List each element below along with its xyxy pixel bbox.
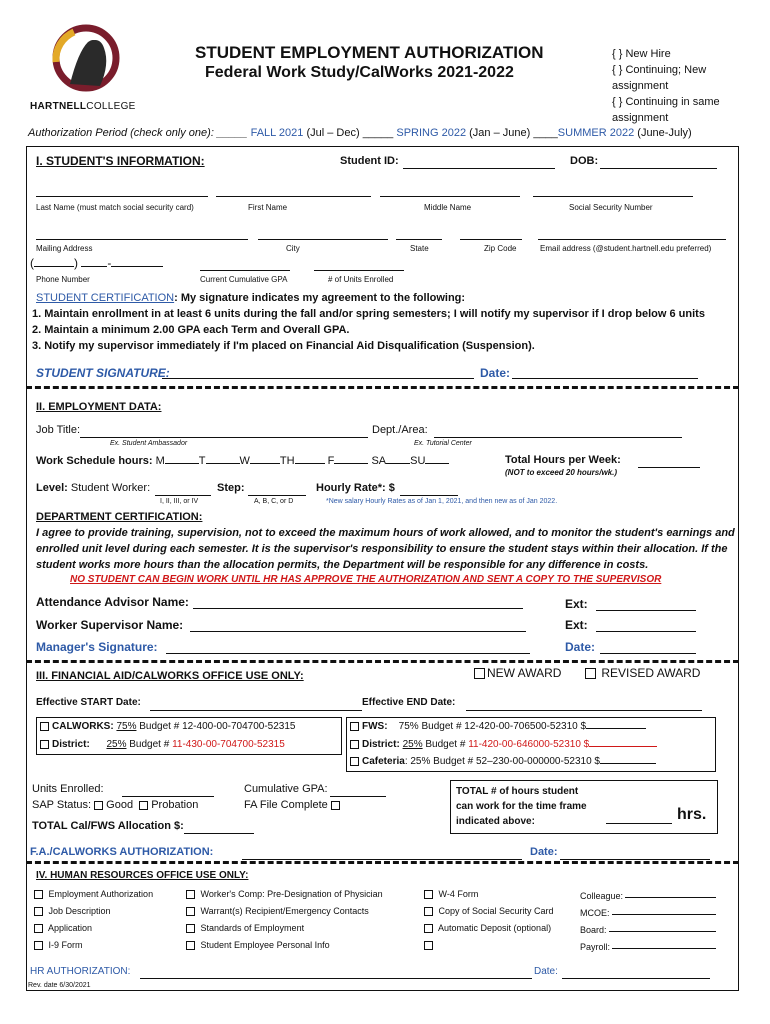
cert-intro: : My signature indicates my agreement to the following: — [174, 292, 466, 304]
cum-gpa-label: Cumulative GPA: — [244, 783, 328, 795]
phone-open-paren: ( — [30, 256, 34, 270]
option-continuing-new[interactable]: { } Continuing; New assignment — [612, 64, 707, 92]
dob-field[interactable] — [600, 157, 717, 169]
form-title: STUDENT EMPLOYMENT AUTHORIZATION — [195, 43, 544, 62]
manager-date-label: Date: — [565, 640, 596, 654]
mailing-address-field[interactable] — [36, 228, 248, 240]
district-checkbox[interactable] — [40, 740, 49, 749]
student-certification — [32, 290, 736, 354]
district2-label: District: — [362, 739, 400, 750]
total-alloc-label: TOTAL Cal/FWS Allocation $: — [32, 820, 184, 832]
hr-col1 — [34, 886, 153, 954]
level-example: I, II, III, or IV — [160, 498, 199, 505]
rate-note: *New salary Hourly Rates as of Jan 1, 2021, and then new as of Jan 2022. — [326, 498, 558, 505]
new-award-option[interactable] — [474, 666, 561, 680]
advisor-ext-field[interactable] — [596, 599, 696, 611]
revised-award-label: REVISED AWARD — [601, 666, 701, 680]
hr-col2 — [186, 886, 383, 954]
schedule-label: Work Schedule hours: — [36, 455, 153, 467]
label-last-name: Last Name (must match social security card) — [36, 203, 194, 212]
hr-date-field[interactable] — [562, 967, 710, 979]
hours-m[interactable] — [165, 454, 199, 464]
student-id-label: Student ID: — [340, 155, 399, 167]
fws-checkbox[interactable] — [350, 722, 359, 731]
day-t: T — [198, 455, 206, 467]
college-logo — [30, 22, 140, 112]
job-title-label: Job Title: — [36, 424, 81, 436]
hr-item-i9: I-9 Form — [34, 937, 153, 954]
calworks-label: CALWORKS: — [52, 721, 114, 732]
hours-th[interactable] — [295, 454, 325, 464]
period-fall[interactable]: FALL 2021 — [250, 127, 304, 139]
supervisor-label: Worker Supervisor Name: — [36, 618, 184, 632]
new-award-label: NEW AWARD — [487, 666, 562, 680]
cafeteria-text: : 25% Budget # 52–230-00-000000-52310 $ — [404, 756, 600, 767]
supervisor-ext-label: Ext: — [565, 618, 588, 632]
divider-1 — [26, 386, 739, 389]
hr-item-auto-deposit: Automatic Deposit (optional) — [424, 920, 554, 937]
fws-text: 75% Budget # 12-420-00-706500-52310 $ — [398, 721, 587, 732]
label-zip: Zip Code — [484, 244, 517, 253]
cert-title: STUDENT CERTIFICATION — [36, 292, 175, 304]
section3-title: III. FINANCIAL AID/CALWORKS OFFICE USE ONLY: — [36, 670, 304, 682]
period-summer-range: (June-July) — [637, 127, 692, 139]
hr-item-standards: Standards of Employment — [186, 920, 383, 937]
hr-item-employment-auth: Employment Authorization — [34, 886, 153, 903]
sap-row — [32, 799, 198, 811]
level-row — [36, 482, 150, 494]
hr-payroll: Payroll: — [580, 939, 716, 956]
step-field[interactable] — [248, 484, 306, 496]
sap-probation-checkbox[interactable] — [139, 801, 148, 810]
hrs-label: hrs. — [677, 806, 707, 823]
hr-date-label: Date: — [534, 966, 558, 977]
section1-title: I. STUDENT'S INFORMATION: — [36, 154, 205, 168]
hr-item-application: Application — [34, 920, 153, 937]
cert-item-1: 1. Maintain enrollment in at least 6 units during the fall and/or spring semesters; I will notify my supervisor if I drop below 6 units — [32, 308, 705, 320]
label-units: # of Units Enrolled — [328, 275, 394, 284]
total-hours-label: Total Hours per Week: — [505, 454, 621, 466]
hr-board: Board: — [580, 922, 716, 939]
advisor-label: Attendance Advisor Name: — [36, 595, 189, 609]
hours-sa[interactable] — [386, 454, 410, 464]
dept-label: Dept./Area: — [372, 424, 428, 436]
calworks-row[interactable] — [40, 721, 296, 732]
hours-f[interactable] — [334, 454, 368, 464]
fws-label: FWS: — [362, 721, 388, 732]
label-city: City — [286, 244, 300, 253]
label-email: Email address (@student.hartnell.edu preferred) — [540, 244, 712, 253]
hr-item-job-description: Job Description — [34, 903, 153, 920]
phone-dash: - — [107, 256, 112, 270]
phone-field[interactable] — [30, 256, 163, 270]
level-value: Student Worker: — [70, 482, 151, 494]
day-su: SU — [410, 455, 426, 467]
ssn-field[interactable] — [533, 185, 693, 197]
district2-budget: 11-420-00-646000-52310 $ — [468, 739, 590, 750]
district2-budget-prefix: Budget # — [425, 739, 466, 750]
sap-label: SAP Status: — [32, 799, 92, 811]
period-summer[interactable]: SUMMER 2022 — [557, 127, 635, 139]
units-enrolled-label: Units Enrolled: — [32, 783, 104, 795]
fa-auth-date-label: Date: — [530, 846, 558, 858]
label-ssn: Social Security Number — [569, 203, 653, 212]
hr-colleague: Colleague: — [580, 888, 716, 905]
total-hours-note: (NOT to exceed 20 hours/wk.) — [505, 468, 618, 477]
start-date-field[interactable] — [150, 699, 362, 711]
start-date-label: Effective START Date: — [36, 697, 141, 708]
last-name-field[interactable] — [36, 185, 208, 197]
fa-auth-field[interactable] — [242, 848, 522, 860]
units-field[interactable] — [314, 259, 404, 271]
label-middle-name: Middle Name — [424, 203, 472, 212]
option-continuing-same[interactable]: { } Continuing in same assignment — [612, 96, 720, 124]
dept-cert-title: DEPARTMENT CERTIFICATION: — [36, 511, 203, 523]
period-spring[interactable]: SPRING 2022 — [396, 127, 467, 139]
divider-3 — [26, 861, 739, 864]
district-row[interactable] — [40, 739, 285, 750]
dept-field[interactable] — [434, 426, 682, 438]
email-field[interactable] — [538, 228, 726, 240]
supervisor-ext-field[interactable] — [596, 620, 696, 632]
fa-complete-checkbox[interactable] — [331, 801, 340, 810]
logo-brand-1: HARTNELL — [30, 101, 87, 112]
student-date-label: Date: — [480, 366, 511, 380]
hr-auth-field[interactable] — [140, 967, 532, 979]
day-th: TH — [279, 455, 295, 467]
end-date-field[interactable] — [466, 699, 702, 711]
revised-award-checkbox[interactable] — [585, 668, 596, 679]
hr-col3 — [424, 886, 554, 954]
cert-item-3: 3. Notify my supervisor immediately if I'm placed on Financial Aid Disqualification (Suspension). — [32, 340, 535, 352]
total-alloc-field[interactable] — [184, 822, 254, 834]
day-m: M — [155, 455, 165, 467]
hr-mcoe: MCOE: — [580, 905, 716, 922]
label-phone: Phone Number — [36, 275, 90, 284]
sap-probation-label: Probation — [151, 799, 199, 811]
new-award-checkbox[interactable] — [474, 668, 485, 679]
revised-award-option[interactable] — [585, 666, 700, 680]
manager-date-field[interactable] — [600, 642, 696, 654]
authorization-period — [28, 127, 692, 139]
label-gpa: Current Cumulative GPA — [200, 275, 288, 284]
period-label: Authorization Period (check only one): _____ — [28, 127, 248, 139]
job-title-example: Ex. Student Ambassador — [110, 440, 188, 447]
hr-item-personal-info: Student Employee Personal Info — [186, 937, 383, 954]
manager-signature-label: Manager's Signature: — [36, 640, 158, 654]
cert-item-2: 2. Maintain a minimum 2.00 GPA each Term and Overall GPA. — [32, 324, 350, 336]
panther-logo-icon — [30, 22, 140, 94]
state-field[interactable] — [396, 228, 442, 240]
manager-signature-field[interactable] — [166, 642, 530, 654]
logo-brand-2: COLLEGE — [86, 101, 136, 112]
hr-col4 — [580, 888, 716, 956]
day-w: W — [239, 455, 250, 467]
calworks-pct: 75% — [116, 721, 137, 732]
step-example: A, B, C, or D — [254, 498, 294, 505]
district-budget-prefix: Budget # — [129, 739, 170, 750]
student-id-field[interactable] — [403, 157, 555, 169]
district-pct: 25% — [106, 739, 127, 750]
option-new-hire[interactable]: { } New Hire — [612, 48, 671, 60]
dob-label: DOB: — [570, 155, 599, 167]
fa-complete-label: FA File Complete — [244, 799, 328, 811]
district2-row[interactable] — [350, 739, 657, 750]
sap-good-checkbox[interactable] — [94, 801, 103, 810]
phone-close-paren: ) — [74, 256, 78, 270]
advisor-field[interactable] — [193, 597, 523, 609]
hr-item-warrants: Warrant(s) Recipient/Emergency Contacts — [186, 903, 383, 920]
dept-example: Ex. Tutorial Center — [414, 440, 472, 447]
fa-complete-row — [244, 799, 343, 811]
hours-su[interactable] — [425, 454, 449, 464]
cafeteria-label: Cafeteria — [362, 756, 405, 767]
work-schedule — [36, 454, 449, 467]
end-date-label: Effective END Date: — [362, 697, 456, 708]
day-f: F — [327, 455, 335, 467]
hourly-rate-label: Hourly Rate*: $ — [316, 482, 395, 494]
hr-item-w4: W-4 Form — [424, 886, 554, 903]
fws-row[interactable] — [350, 721, 646, 732]
first-name-field[interactable] — [216, 185, 371, 197]
district-budget: 11-430-00-704700-52315 — [172, 739, 285, 750]
dept-cert-text: I agree to provide training, supervision, not to exceed the maximum hours of work allowed, and to monitor the student's earnings and enrolled unit level during each semester. It is the supervisor's responsibility to ensure the student stays within their allocation. If the student works more hours than the allocation permits, the Department will be responsible for any difference in costs. — [36, 527, 735, 571]
divider-2 — [26, 660, 739, 663]
total-hours-box-text: TOTAL # of hours student can work for the time frame indicated above: — [456, 786, 587, 827]
district-label: District: — [52, 739, 90, 750]
student-date-field[interactable] — [512, 367, 698, 379]
calworks-checkbox[interactable] — [40, 722, 49, 731]
label-mailing-address: Mailing Address — [36, 244, 93, 253]
hr-approval-warning: NO STUDENT CAN BEGIN WORK UNTIL HR HAS APPROVE THE AUTHORIZATION AND SENT A COPY TO THE SUPERVISOR — [70, 574, 662, 585]
fa-auth-label: F.A./CALWORKS AUTHORIZATION: — [30, 846, 214, 858]
zip-field[interactable] — [460, 228, 522, 240]
cafeteria-checkbox[interactable] — [350, 757, 359, 766]
calworks-budget: Budget # 12-400-00-704700-52315 — [139, 721, 296, 732]
period-spring-range: (Jan – June) ____ — [469, 127, 558, 139]
district2-pct: 25% — [402, 739, 423, 750]
total-hours-field[interactable] — [638, 456, 700, 468]
hr-item-workers-comp: Worker's Comp: Pre-Designation of Physician — [186, 886, 383, 903]
level-field[interactable] — [155, 484, 211, 496]
period-fall-range: (Jul – Dec) _____ — [306, 127, 394, 139]
hire-options — [612, 46, 762, 126]
label-first-name: First Name — [248, 203, 288, 212]
revision-date: Rev. date 6/30/2021 — [28, 982, 91, 989]
gpa-field[interactable] — [200, 259, 290, 271]
hr-item-blank — [424, 937, 554, 954]
units-enrolled-field[interactable] — [122, 785, 214, 797]
total-hours-box-field[interactable] — [606, 812, 672, 824]
hr-auth-label: HR AUTHORIZATION: — [30, 966, 131, 977]
section2-title: II. EMPLOYMENT DATA: — [36, 401, 162, 413]
hours-w[interactable] — [250, 454, 280, 464]
section4-title: IV. HUMAN RESOURCES OFFICE USE ONLY: — [36, 870, 249, 881]
hourly-rate-field[interactable] — [400, 484, 458, 496]
label-state: State — [410, 244, 429, 253]
cafeteria-row[interactable] — [350, 756, 656, 767]
fa-auth-date-field[interactable] — [560, 848, 710, 860]
advisor-ext-label: Ext: — [565, 597, 588, 611]
level-label: Level: — [36, 482, 68, 494]
middle-name-field[interactable] — [380, 185, 520, 197]
student-signature-label: STUDENT SIGNATURE: — [36, 366, 170, 380]
hours-t[interactable] — [206, 454, 240, 464]
form-subtitle: Federal Work Study/CalWorks 2021-2022 — [205, 64, 514, 81]
supervisor-field[interactable] — [190, 620, 526, 632]
hr-item-ss-card: Copy of Social Security Card — [424, 903, 554, 920]
step-label: Step: — [217, 482, 245, 494]
sap-good-label: Good — [106, 799, 134, 811]
job-title-field[interactable] — [80, 426, 368, 438]
district2-checkbox[interactable] — [350, 740, 359, 749]
day-sa: SA — [371, 455, 387, 467]
cum-gpa-field[interactable] — [330, 785, 386, 797]
student-signature-field[interactable] — [162, 367, 474, 379]
city-field[interactable] — [258, 228, 388, 240]
